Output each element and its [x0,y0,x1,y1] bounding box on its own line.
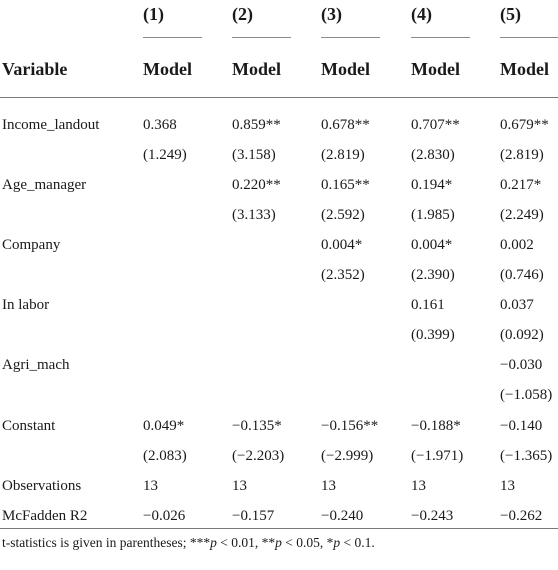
tstat-cell: (−2.203) [232,448,285,464]
tstat-cell: (2.819) [321,147,365,163]
coef-cell: 0.678** [321,117,370,133]
stat-cell: 13 [411,478,426,494]
tstat-cell: (0.399) [411,327,455,343]
tstat-cell: (−1.058) [500,387,553,403]
col-rule-3 [321,37,380,38]
row-label: Company [2,237,61,253]
coef-cell: 0.217* [500,177,542,193]
coef-cell: 0.037 [500,297,534,313]
footnote-text-1: < 0.01, ** [216,535,276,550]
tstat-cell: (2.352) [321,267,365,283]
col-label-4: Model [411,59,460,79]
footnote [2,534,375,552]
stat-cell: −0.026 [143,508,186,524]
coef-cell: −0.030 [500,357,543,373]
row-label: Income_landout [2,117,100,133]
footnote-p-symbol: p [275,535,282,550]
col-num-1: (1) [143,4,164,24]
table-bottom-rule [0,528,558,529]
tstat-cell: (1.249) [143,147,187,163]
stat-label: McFadden R2 [2,508,88,524]
col-num-2: (2) [232,4,253,24]
tstat-cell: (−1.365) [500,448,553,464]
coef-cell: 0.004* [321,237,363,253]
coef-cell: 0.002 [500,237,534,253]
tstat-cell: (2.249) [500,207,544,223]
footnote-text-3: < 0.1. [340,535,375,550]
col-label-3: Model [321,59,370,79]
tstat-cell: (0.092) [500,327,544,343]
col-rule-4 [411,37,470,38]
tstat-cell: (2.830) [411,147,455,163]
coef-cell: 0.859** [232,117,281,133]
tstat-cell: (2.390) [411,267,455,283]
footnote-prefix: t-statistics is given in parentheses; *** [2,535,211,550]
col-label-5: Model [500,59,549,79]
coef-cell: −0.156** [321,418,379,434]
col-num-3: (3) [321,4,342,24]
row-label: In labor [2,297,50,313]
tstat-cell: (3.158) [232,147,276,163]
tstat-cell: (2.592) [321,207,365,223]
col-rule-5 [500,37,558,38]
stat-cell: 13 [321,478,336,494]
stat-cell: −0.157 [232,508,275,524]
variable-header: Variable [2,59,68,79]
coef-cell: 0.679** [500,117,549,133]
stat-cell: −0.262 [500,508,543,524]
coef-cell: 0.368 [143,117,177,133]
tstat-cell: (2.083) [143,448,187,464]
tstat-cell: (0.746) [500,267,544,283]
footnote-p-symbol: p [210,535,217,550]
stat-cell: 13 [232,478,247,494]
col-rule-1 [143,37,202,38]
coef-cell: −0.188* [411,418,461,434]
coef-cell: 0.194* [411,177,453,193]
row-label: Constant [2,418,56,434]
tstat-cell: (−1.971) [411,448,464,464]
header-rule [0,97,558,98]
col-label-2: Model [232,59,281,79]
stat-cell: 13 [143,478,158,494]
stat-cell: 13 [500,478,515,494]
col-label-1: Model [143,59,192,79]
tstat-cell: (−2.999) [321,448,374,464]
tstat-cell: (3.133) [232,207,276,223]
coef-cell: 0.707** [411,117,460,133]
footnote-p-symbol: p [333,535,341,550]
stat-cell: −0.240 [321,508,364,524]
stat-cell: −0.243 [411,508,454,524]
coef-cell: −0.140 [500,418,543,434]
coef-cell: 0.004* [411,237,453,253]
coef-cell: −0.135* [232,418,282,434]
footnote-text-2: < 0.05, * [281,535,334,550]
coef-cell: 0.049* [143,418,185,434]
coef-cell: 0.220** [232,177,281,193]
tstat-cell: (1.985) [411,207,455,223]
col-rule-2 [232,37,291,38]
row-label: Age_manager [2,177,87,193]
col-num-4: (4) [411,4,432,24]
row-label: Agri_mach [2,357,70,373]
stat-label: Observations [2,478,82,494]
coef-cell: 0.161 [411,297,445,313]
col-num-5: (5) [500,4,521,24]
tstat-cell: (2.819) [500,147,544,163]
coef-cell: 0.165** [321,177,370,193]
